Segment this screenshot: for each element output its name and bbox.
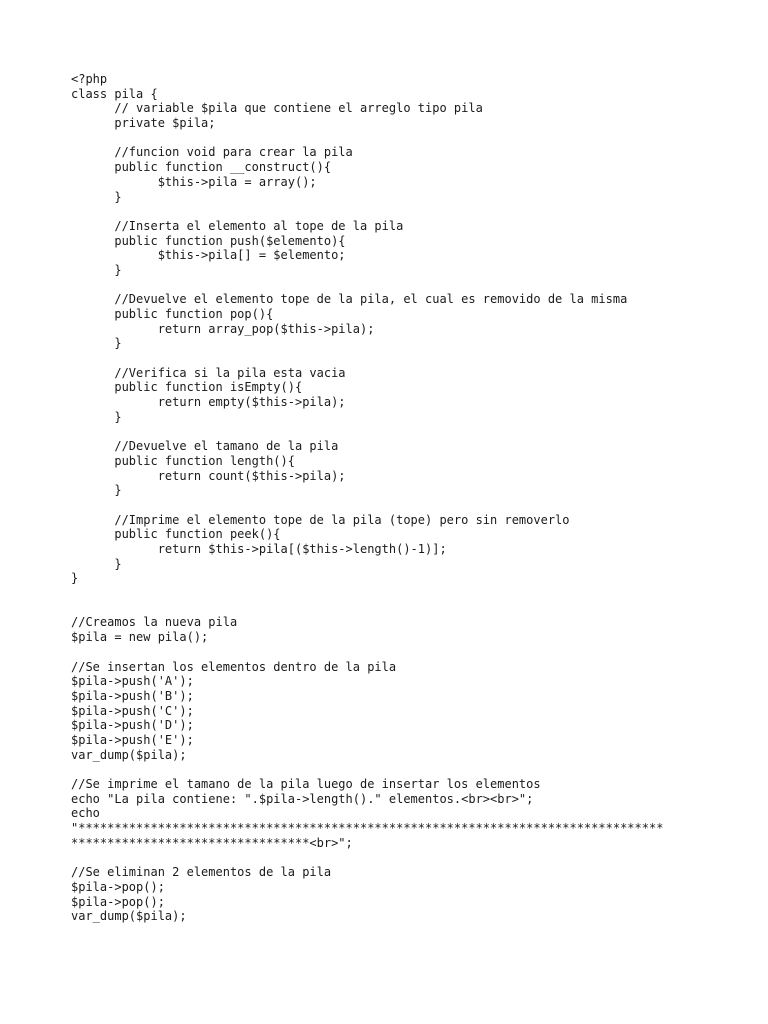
code-line [71,425,751,440]
code-line [71,131,751,146]
code-line: $pila->push('B'); [71,688,194,703]
code-line: //Se insertan los elementos dentro de la pila [71,659,397,674]
code-line: "********************************************************************************* [71,821,664,836]
code-line: } [71,336,122,351]
code-line: public function pop(){ [71,307,274,321]
code-line: } [71,571,79,586]
code-line: var_dump($pila); [71,909,187,924]
code-line: return count($this->pila); [71,468,346,483]
php-code-block [71,72,751,924]
code-line: public function push($elemento){ [71,233,346,248]
code-line: echo [71,806,100,821]
code-line [71,204,751,219]
code-line: //funcion void para crear la pila [71,145,353,160]
code-line [71,278,751,293]
code-line: $pila->pop(); [71,879,165,894]
code-line: $this->pila = array(); [71,174,317,189]
code-line: } [71,409,122,424]
code-line: $this->pila[] = $elemento; [71,248,346,263]
code-line: <?php [71,72,108,86]
code-line: return $this->pila[($this->length()-1)]; [71,542,447,556]
code-line: public function isEmpty(){ [71,380,303,395]
code-line [71,850,751,865]
code-line: $pila->pop(); [71,894,165,909]
code-line: class pila { [71,86,158,101]
code-line: } [71,189,122,204]
code-line: echo "La pila contiene: ".$pila->length()." elementos.<br><br>"; [71,791,534,806]
code-line: //Creamos la nueva pila [71,615,238,630]
code-line: var_dump($pila); [71,747,187,762]
code-line: $pila->push('E'); [71,732,194,747]
code-line: $pila->push('C'); [71,703,194,718]
code-line: $pila->push('A'); [71,674,194,689]
code-line: //Se eliminan 2 elementos de la pila [71,865,332,880]
code-line [71,351,751,366]
code-line: // variable $pila que contiene el arreglo tipo pila [71,101,483,116]
code-line: return empty($this->pila); [71,395,346,410]
code-line: public function length(){ [71,453,295,468]
code-line [71,645,751,660]
code-line: private $pila; [71,116,216,131]
code-line: public function peek(){ [71,527,281,542]
code-line: //Devuelve el tamano de la pila [71,439,339,454]
code-line [71,586,751,601]
code-line: //Imprime el elemento tope de la pila (tope) pero sin removerlo [71,512,570,527]
code-line [71,498,751,513]
code-line: //Se imprime el tamano de la pila luego de insertar los elementos [71,777,541,791]
code-line [71,601,751,616]
code-line: $pila->push('D'); [71,718,194,733]
code-line: //Devuelve el elemento tope de la pila, el cual es removido de la misma [71,292,628,307]
code-line: //Verifica si la pila esta vacia [71,365,346,380]
code-line: *********************************<br>"; [71,835,353,850]
code-line [71,762,751,777]
code-line: } [71,556,122,571]
code-line: } [71,483,122,498]
code-line: return array_pop($this->pila); [71,321,375,336]
code-line: } [71,262,122,277]
code-line: public function __construct(){ [71,160,332,175]
code-line: $pila = new pila(); [71,630,209,645]
code-line: //Inserta el elemento al tope de la pila [71,218,404,233]
